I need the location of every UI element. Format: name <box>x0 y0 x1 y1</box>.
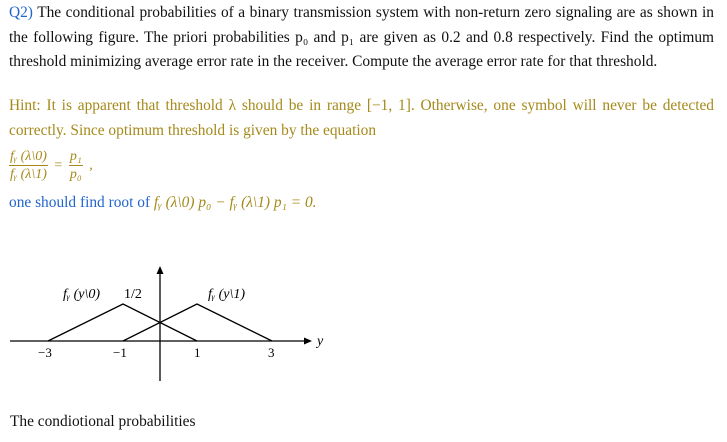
lhs-denominator: fᵧ (λ\1) <box>10 167 47 182</box>
question-paragraph <box>9 1 714 75</box>
label-half: 1/2 <box>124 287 142 302</box>
equation-comma: , <box>89 158 93 173</box>
rhs-numerator: p₁ <box>69 149 82 164</box>
equals-sign: = <box>54 158 63 173</box>
y-axis-arrow <box>157 266 164 274</box>
question-number: Q2) <box>9 4 33 21</box>
root-expression: fᵧ (λ\0) p₀ − fᵧ (λ\1) p₁ = 0. <box>153 194 317 211</box>
axis-label-y: y <box>317 334 324 349</box>
tick-neg3: −3 <box>38 345 52 360</box>
tick-neg1: −1 <box>113 345 127 360</box>
x-axis-arrow <box>304 338 312 345</box>
lhs-numerator: fᵧ (λ\0) <box>10 149 47 164</box>
root-prefix: one should find root of <box>9 194 154 211</box>
label-f1: fᵧ (y\1) <box>208 287 246 302</box>
rhs-denominator: p₀ <box>69 167 82 182</box>
figure-caption: The condiotional probabilities <box>10 413 196 430</box>
threshold-equation <box>9 148 96 184</box>
tick-3: 3 <box>268 345 275 360</box>
label-f0: fᵧ (y\0) <box>63 287 101 302</box>
rhs-fraction <box>69 148 83 184</box>
root-statement <box>9 194 317 212</box>
lhs-fraction <box>9 148 48 184</box>
probability-figure <box>0 230 360 390</box>
hint-paragraph: Hint: It is apparent that threshold λ should be in range [−1, 1]. Otherwise, one symbol will never be detected correctly. Since optimum threshold is given by the equation <box>9 97 714 139</box>
curve-f-y-given-1 <box>123 304 272 341</box>
curve-f-y-given-0 <box>48 304 197 341</box>
question-text: The conditional probabilities of a binary transmission system with non-return zero signaling are as shown in the following figure. The priori probabilities p₀ and p₁ are given as 0.2 and 0.8 respectively. Find the optimum threshold minimizing average error rate in the receiver. Compute the average error rate for that threshold. <box>9 4 714 70</box>
tick-1: 1 <box>194 345 201 360</box>
